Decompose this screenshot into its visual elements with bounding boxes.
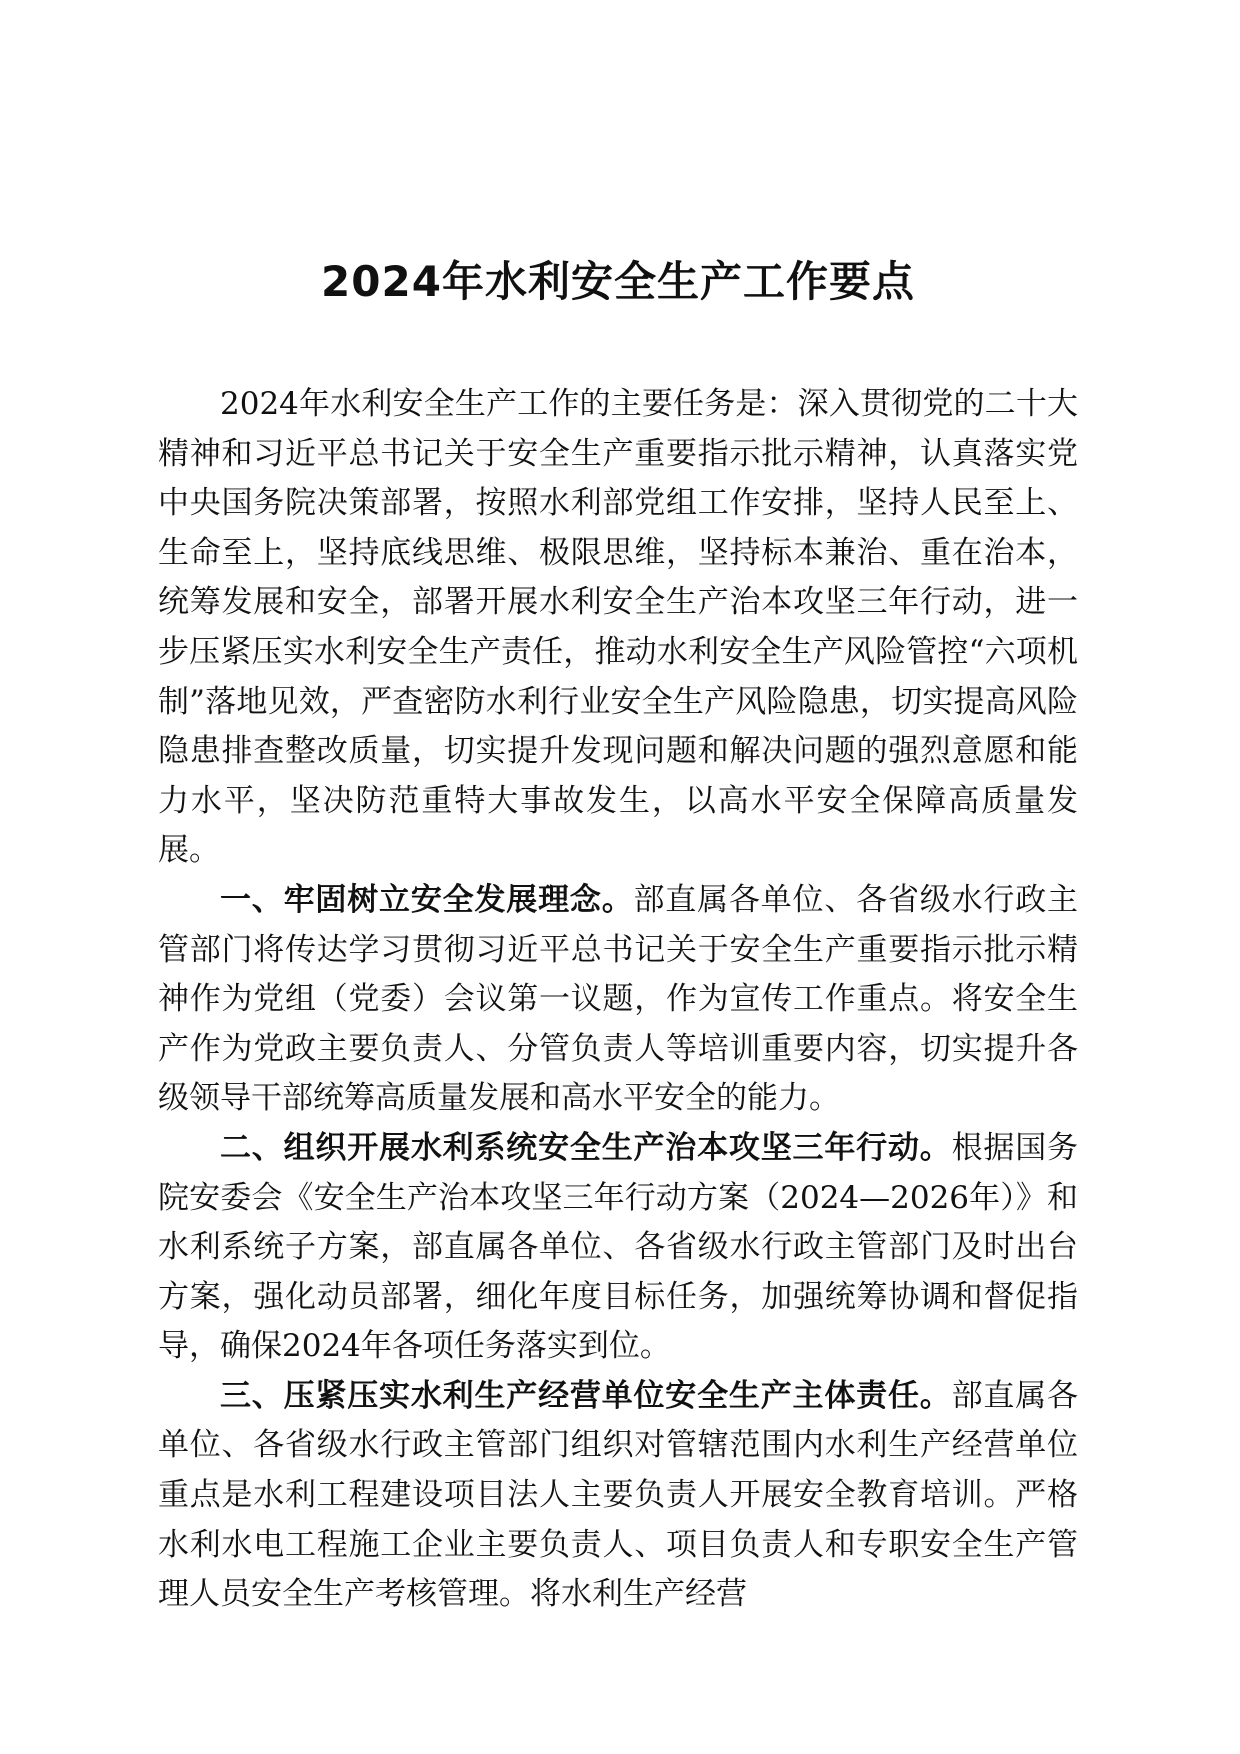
section-1-text: 部直属各单位、各省级水行政主管部门将传达学习贯彻习近平总书记关于安全生产重要指示批示精神作为党组（党委）会议第一议题，作为宣传工作重点。将安全生产作为党政主要负责人、分管负责人等培训重要内容，切实提升各级领导干部统筹高质量发展和高水平安全的能力。	[158, 881, 1078, 1117]
document-title: 2024年水利安全生产工作要点	[321, 257, 915, 306]
section-1-paragraph	[158, 876, 1078, 1124]
section-3-paragraph	[158, 1372, 1078, 1620]
document-body	[158, 380, 1078, 1620]
section-2-text: 根据国务院安委会《安全生产治本攻坚三年行动方案（2024—2026年）》和水利系统子方案，部直属各单位、各省级水行政主管部门及时出台方案，强化动员部署，细化年度目标任务，加强统筹协调和督促指导，确保2024年各项任务落实到位。	[158, 1129, 1079, 1365]
section-3-heading: 三、压紧压实水利生产经营单位安全生产主体责任。	[220, 1377, 952, 1414]
intro-paragraph: 2024年水利安全生产工作的主要任务是：深入贯彻党的二十大精神和习近平总书记关于安全生产重要指示批示精神，认真落实党中央国务院决策部署，按照水利部党组工作安排，坚持人民至上、生命至上，坚持底线思维、极限思维，坚持标本兼治、重在治本，统筹发展和安全，部署开展水利安全生产治本攻坚三年行动，进一步压紧压实水利安全生产责任，推动水利安全生产风险管控“六项机制”落地见效，严查密防水利行业安全生产风险隐患，切实提高风险隐患排查整改质量，切实提升发现问题和解决问题的强烈意愿和能力水平，坚决防范重特大事故发生，以高水平安全保障高质量发展。	[158, 386, 1078, 869]
section-2-heading: 二、组织开展水利系统安全生产治本攻坚三年行动。	[220, 1129, 952, 1166]
section-3-text: 部直属各单位、各省级水行政主管部门组织对管辖范围内水利生产经营单位重点是水利工程建设项目法人主要负责人开展安全教育培训。严格水利水电工程施工企业主要负责人、项目负责人和专职安全生产管理人员安全生产考核管理。将水利生产经营	[158, 1377, 1079, 1613]
section-1-heading: 一、牢固树立安全发展理念。	[220, 881, 634, 918]
section-2-paragraph	[158, 1124, 1078, 1372]
